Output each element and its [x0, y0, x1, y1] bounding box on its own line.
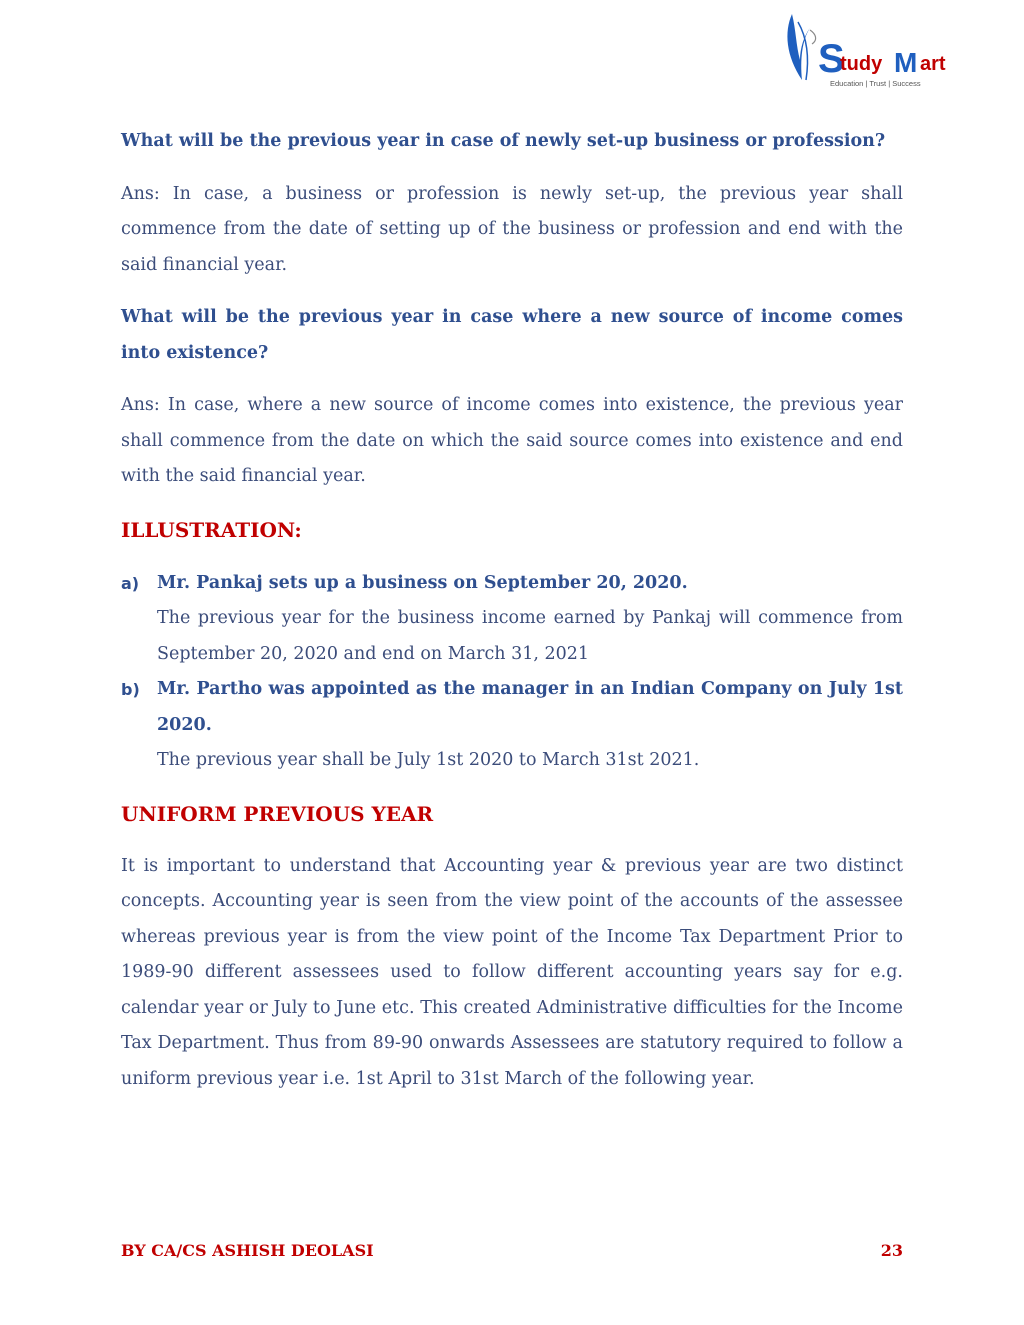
- item-marker: a): [121, 573, 140, 593]
- logo-letter-m: M: [894, 47, 918, 78]
- illustration-list: [121, 566, 903, 779]
- uniform-paragraph: It is important to understand that Accounting year & previous year are two distinct concepts. Accounting year is seen from the view point of the accounts of the assessee whereas previous year is from the view point of the Income Tax Department Prior to 1989-90 different assessees used to follow different accounting years say for e.g. calendar year or July to June etc. This created Administrative difficulties for the Income Tax Department. Thus from 89-90 onwards Assessees are statutory required to follow a uniform previous year i.e. 1st April to 31st March of the following year.: [121, 855, 903, 1089]
- logo-word-art: art: [920, 53, 946, 75]
- illustration-item: [121, 672, 903, 779]
- logo-letter-s: S: [818, 37, 845, 81]
- uniform-previous-year-heading: UNIFORM PREVIOUS YEAR: [121, 801, 434, 826]
- illustration-heading: ILLUSTRATION:: [121, 517, 302, 542]
- answer-1: Ans: In case, a business or profession is newly set-up, the previous year shall commence from the date of setting up of the business or profession and end with the said financial year.: [121, 183, 903, 275]
- illustration-title: Mr. Pankaj sets up a business on September 20, 2020.: [157, 572, 688, 593]
- logo-tagline: Education | Trust | Success: [830, 79, 921, 88]
- illustration-body: The previous year shall be July 1st 2020 to March 31st 2021.: [157, 750, 700, 770]
- item-marker: b): [121, 680, 140, 699]
- question-2: What will be the previous year in case where a new source of income comes into existence?: [121, 307, 903, 363]
- question-1: What will be the previous year in case of newly set-up business or profession?: [121, 131, 886, 151]
- illustration-body: The previous year for the business income earned by Pankaj will commence from September 20, 2020 and end on March 31, 2021: [157, 608, 903, 664]
- illustration-title: Mr. Partho was appointed as the manager in an Indian Company on July 1st 2020.: [157, 679, 903, 735]
- illustration-item: [121, 566, 903, 673]
- answer-2: Ans: In case, where a new source of income comes into existence, the previous year shall commence from the date on which the said source comes into existence and end with the said financial year.: [121, 395, 903, 486]
- logo-word-tudy: tudy: [840, 53, 883, 75]
- study-mart-logo: [780, 10, 970, 90]
- page-content: [121, 124, 903, 1097]
- page-number: 23: [880, 1241, 903, 1260]
- footer-author: BY CA/CS ASHISH DEOLASI: [121, 1241, 374, 1260]
